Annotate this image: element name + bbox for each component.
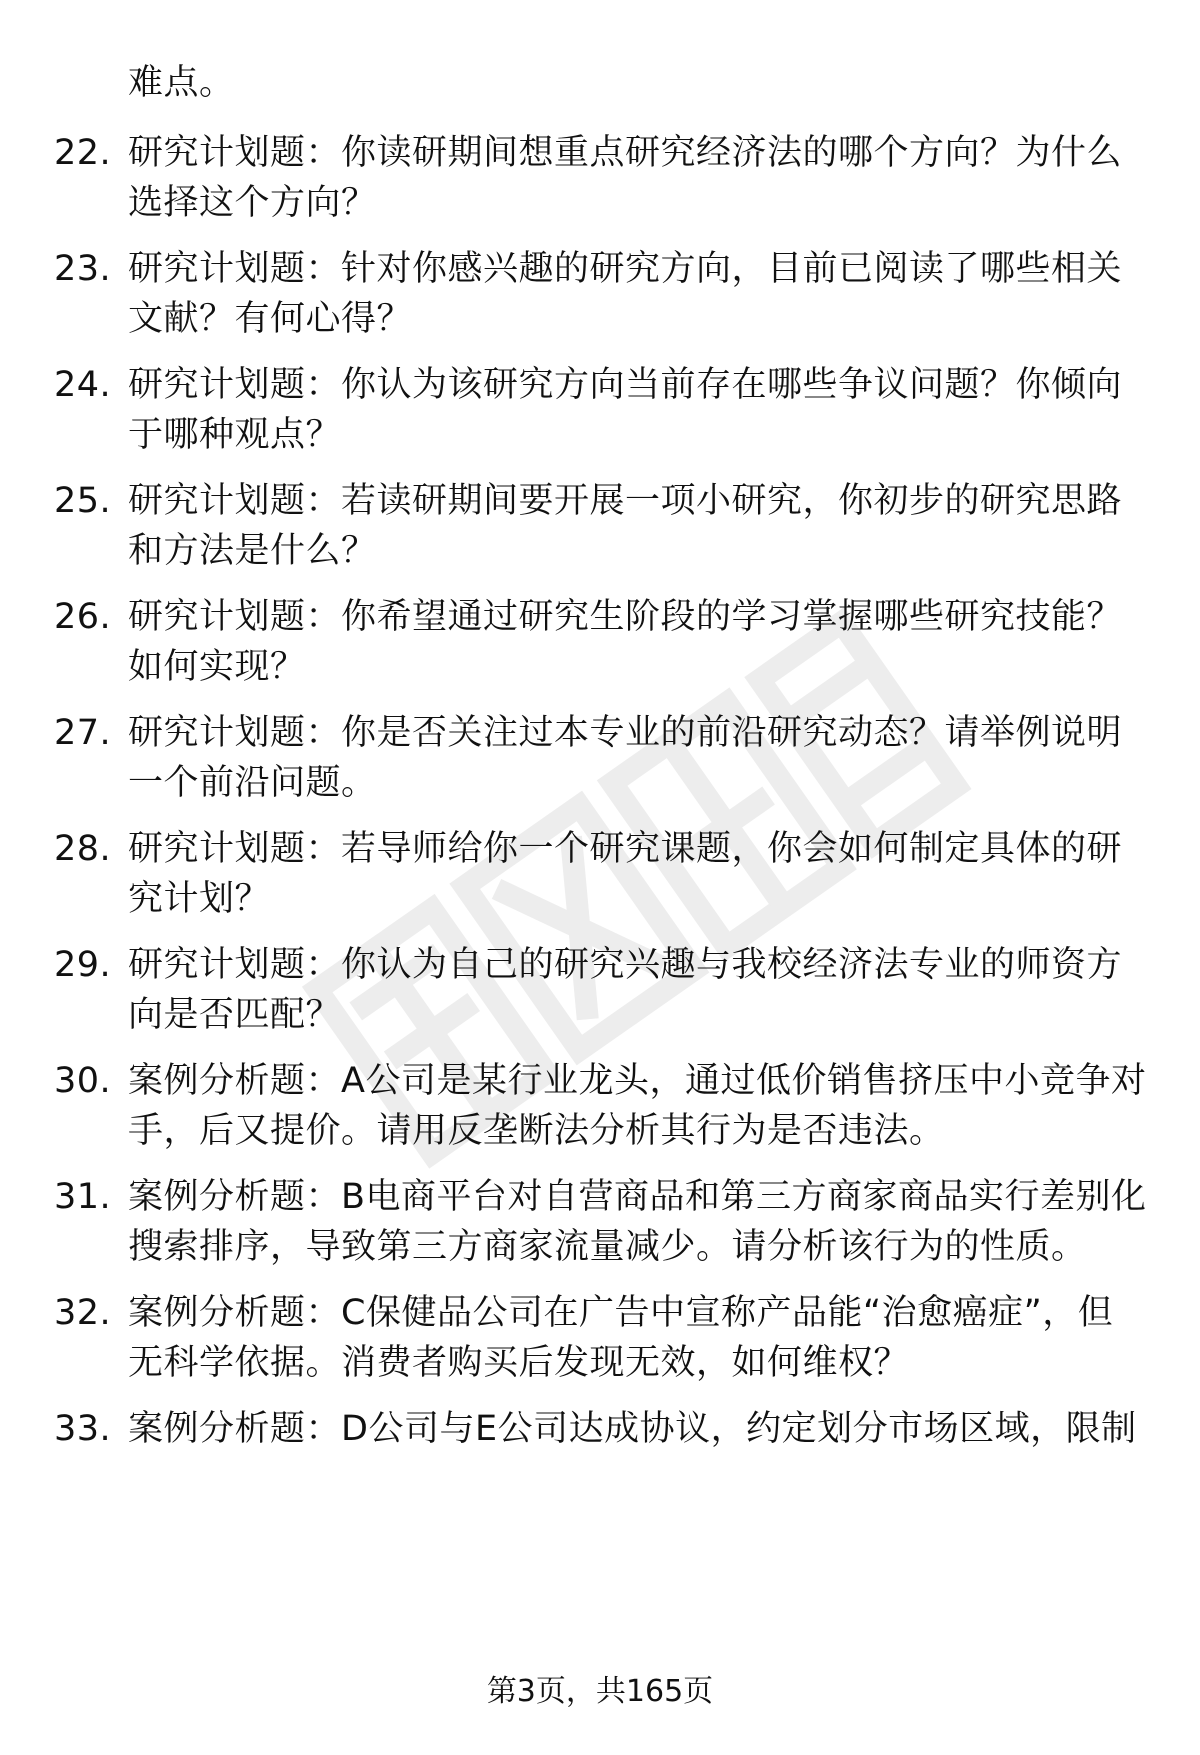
item-text: 案例分析题：D公司与E公司达成协议，约定划分市场区域，限制 <box>128 1409 1137 1449</box>
item-number: 30. <box>54 1061 112 1101</box>
item-number: 29. <box>54 945 112 985</box>
item-text: 案例分析题：A公司是某行业龙头，通过低价销售挤压中小竞争对手，后又提价。请用反垄断法分析其行为是否违法。 <box>128 1061 1147 1151</box>
item-text: 研究计划题：你认为该研究方向当前存在哪些争议问题？你倾向于哪种观点？ <box>128 365 1123 455</box>
item-text: 研究计划题：你读研期间想重点研究经济法的哪个方向？为什么选择这个方向？ <box>128 133 1123 223</box>
item-number: 27. <box>54 713 112 753</box>
item-text: 研究计划题：若读研期间要开展一项小研究，你初步的研究思路和方法是什么？ <box>128 481 1123 571</box>
item-number: 31. <box>54 1177 112 1217</box>
item-text: 研究计划题：你希望通过研究生阶段的学习掌握哪些研究技能？如何实现？ <box>128 597 1123 687</box>
item-number: 25. <box>54 481 112 521</box>
page-footer: 第3页，共165页 <box>486 1674 714 1709</box>
item-text: 研究计划题：若导师给你一个研究课题，你会如何制定具体的研究计划？ <box>128 829 1123 919</box>
item-number: 24. <box>54 365 112 405</box>
item-number: 33. <box>54 1409 112 1449</box>
item-text: 研究计划题：你是否关注过本专业的前沿研究动态？请举例说明一个前沿问题。 <box>128 713 1123 803</box>
item-text: 研究计划题：针对你感兴趣的研究方向，目前已阅读了哪些相关文献？有何心得？ <box>128 249 1123 339</box>
item-number: 22. <box>54 133 112 173</box>
continued-text: 难点。 <box>128 63 235 103</box>
item-number: 32. <box>54 1293 112 1333</box>
item-text: 研究计划题：你认为自己的研究兴趣与我校经济法专业的师资方向是否匹配？ <box>128 945 1123 1035</box>
item-number: 26. <box>54 597 112 637</box>
item-number: 28. <box>54 829 112 869</box>
item-number: 23. <box>54 249 112 289</box>
item-text: 案例分析题：B电商平台对自营商品和第三方商家商品实行差别化搜索排序，导致第三方商家流量减少。请分析该行为的性质。 <box>128 1177 1147 1267</box>
item-text: 案例分析题：C保健品公司在广告中宣称产品能“治愈癌症”，但无科学依据。消费者购买后发现无效，如何维权？ <box>128 1293 1114 1383</box>
